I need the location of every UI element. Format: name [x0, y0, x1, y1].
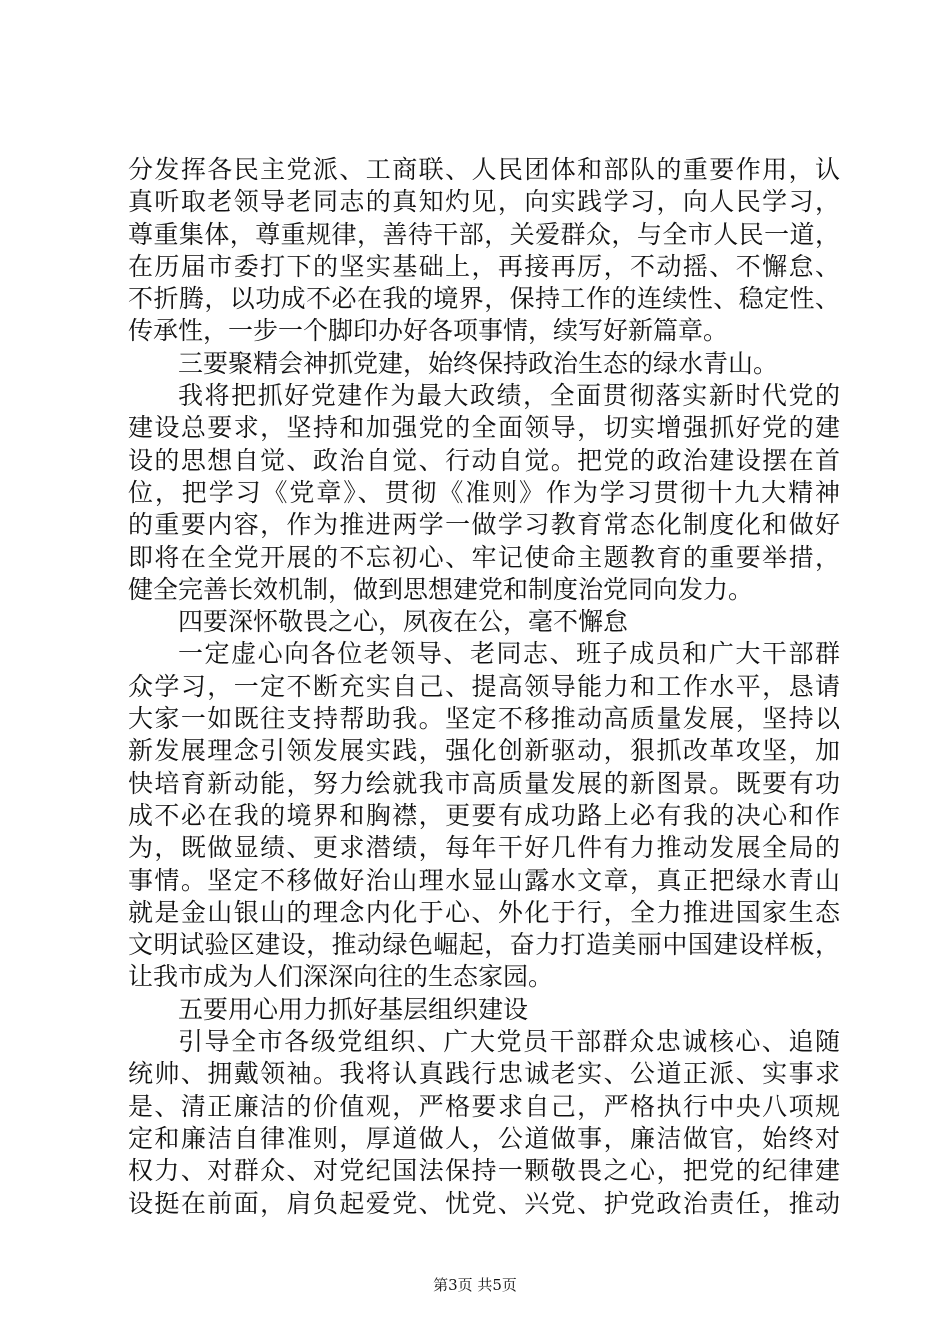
body-line-31: 定和廉洁自律准则，厚道做人，公道做事，廉洁做官，始终对: [128, 1123, 840, 1153]
section-heading-4: 四要深怀敬畏之心，夙夜在公，毫不懈怠: [178, 607, 629, 637]
body-line-32: 权力、对群众、对党纪国法保持一颗敬畏之心，把党的纪律建: [128, 1156, 840, 1186]
page-number-footer: 第3页 共5页: [433, 1276, 517, 1294]
body-line-14: 健全完善长效机制，做到思想建党和制度治党同向发力。: [128, 574, 754, 604]
body-line-10: 设的思想自觉、政治自觉、行动自觉。把党的政治建设摆在首: [128, 445, 840, 475]
body-line-8: 我将把抓好党建作为最大政绩，全面贯彻落实新时代党的: [178, 381, 840, 411]
body-line-24: 就是金山银山的理念内化于心、外化于行，全力推进国家生态: [128, 897, 840, 927]
section-heading-3: 三要聚精会神抓党建，始终保持政治生态的绿水青山。: [178, 348, 779, 378]
body-line-13: 即将在全党开展的不忘初心、牢记使命主题教育的重要举措，: [128, 542, 840, 572]
body-line-22: 为，既做显绩、更求潜绩，每年干好几件有力推动发展全局的: [128, 833, 840, 863]
body-line-25: 文明试验区建设，推动绿色崛起，奋力打造美丽中国建设样板，: [128, 930, 840, 960]
body-line-19: 新发展理念引领发展实践，强化创新驱动，狠抓改革攻坚，加: [128, 736, 840, 766]
body-line-29: 统帅、拥戴领袖。我将认真践行忠诚老实、公道正派、实事求: [128, 1059, 840, 1089]
section-heading-5: 五要用心用力抓好基层组织建设: [178, 994, 529, 1024]
body-line-2: 真听取老领导老同志的真知灼见，向实践学习，向人民学习，: [128, 187, 840, 217]
body-line-3: 尊重集体，尊重规律，善待干部，关爱群众，与全市人民一道，: [128, 219, 840, 249]
body-line-6: 传承性，一步一个脚印办好各项事情，续写好新篇章。: [128, 316, 729, 346]
body-line-26: 让我市成为人们深深向往的生态家园。: [128, 962, 554, 992]
body-line-1: 分发挥各民主党派、工商联、人民团体和部队的重要作用，认: [128, 155, 840, 184]
body-line-12: 的重要内容，作为推进两学一做学习教育常态化制度化和做好: [128, 510, 840, 540]
body-line-18: 大家一如既往支持帮助我。坚定不移推动高质量发展，坚持以: [128, 704, 840, 734]
body-line-23: 事情。坚定不移做好治山理水显山露水文章，真正把绿水青山: [128, 865, 840, 895]
body-line-11: 位，把学习《党章》、贯彻《准则》作为学习贯彻十九大精神: [128, 477, 840, 507]
body-line-30: 是、清正廉洁的价值观，严格要求自己，严格执行中央八项规: [128, 1091, 840, 1121]
body-line-21: 成不必在我的境界和胸襟，更要有成功路上必有我的决心和作: [128, 800, 840, 830]
body-line-16: 一定虚心向各位老领导、老同志、班子成员和广大干部群: [178, 639, 840, 669]
body-line-5: 不折腾，以功成不必在我的境界，保持工作的连续性、稳定性、: [128, 284, 840, 314]
body-line-17: 众学习，一定不断充实自己、提高领导能力和工作水平，恳请: [128, 671, 840, 701]
body-line-4: 在历届市委打下的坚实基础上，再接再厉，不动摇、不懈怠、: [128, 251, 840, 281]
body-line-33: 设挺在前面，肩负起爱党、忧党、兴党、护党政治责任，推动: [128, 1188, 840, 1218]
body-line-20: 快培育新动能，努力绘就我市高质量发展的新图景。既要有功: [128, 768, 840, 798]
document-body: [128, 154, 840, 1220]
body-line-28: 引导全市各级党组织、广大党员干部群众忠诚核心、追随: [178, 1027, 840, 1057]
body-line-9: 建设总要求，坚持和加强党的全面领导，切实增强抓好党的建: [128, 413, 840, 443]
